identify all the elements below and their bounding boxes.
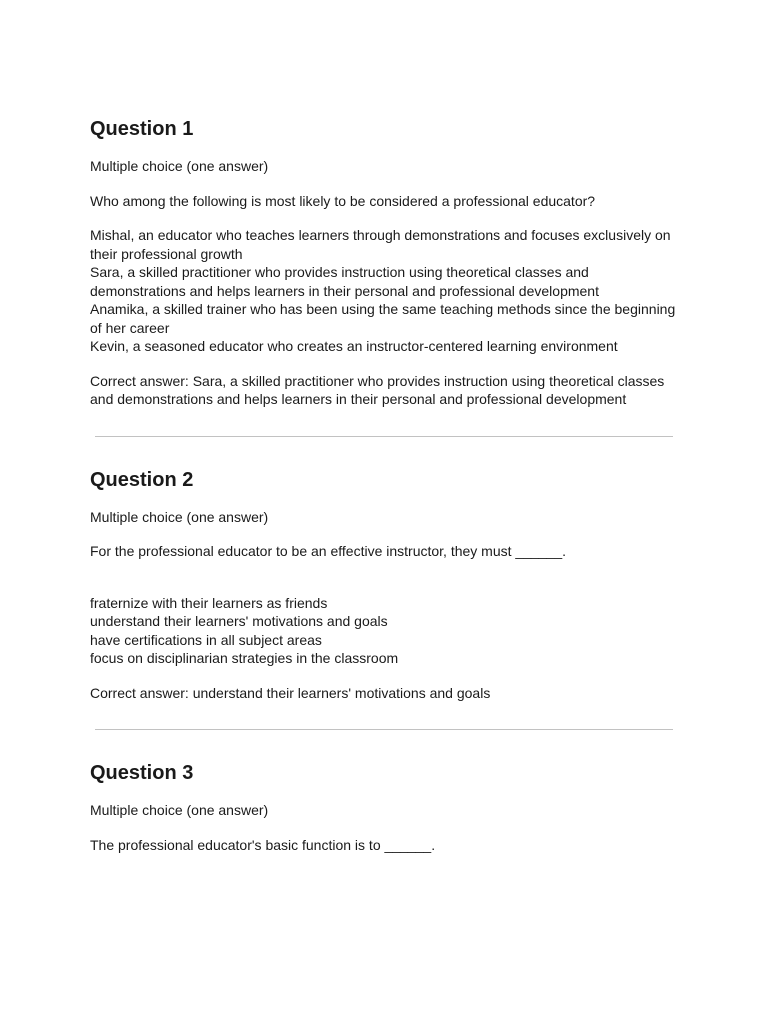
correct-answer: Correct answer: Sara, a skilled practitioner who provides instruction using theoretical classes and demonstrations and helps learners in their personal and professional development [90, 372, 665, 407]
answer-option: Kevin, a seasoned educator who creates an instructor-centered learning environment [90, 338, 618, 354]
quiz-document [90, 114, 680, 870]
answer-option: have certifications in all subject areas [90, 631, 322, 648]
question-title: Question 2 [90, 468, 194, 491]
question-title: Question 3 [90, 762, 194, 784]
answer-options [90, 226, 680, 356]
answer-options [90, 594, 680, 668]
correct-answer: Correct answer: understand their learners' motivations and goals [90, 684, 491, 701]
answer-option: Mishal, an educator who teaches learners through demonstrations and focuses exclusively on their professional growth [90, 227, 671, 262]
answer-option: focus on disciplinarian strategies in the classroom [90, 650, 399, 666]
answer-option: understand their learners' motivations and goals [90, 613, 388, 629]
question-prompt: For the professional educator to be an effective instructor, they must ______. [90, 543, 567, 559]
question-type: Multiple choice (one answer) [90, 802, 269, 818]
question-title: Question 1 [90, 118, 194, 140]
question-type: Multiple choice (one answer) [90, 508, 269, 525]
answer-option: fraternize with their learners as friends [90, 594, 328, 611]
question-1 [90, 114, 680, 409]
question-divider [95, 729, 673, 730]
answer-option: Sara, a skilled practitioner who provides instruction using theoretical classes and demonstrations and helps learners in their personal and professional development [90, 264, 599, 299]
question-divider [95, 436, 673, 437]
question-3 [90, 758, 680, 854]
question-type: Multiple choice (one answer) [90, 158, 269, 174]
question-prompt: Who among the following is most likely to be considered a professional educator? [90, 192, 596, 209]
question-2 [90, 465, 680, 703]
question-prompt: The professional educator's basic function is to ______. [90, 836, 436, 853]
answer-option: Anamika, a skilled trainer who has been using the same teaching methods since the beginning of her career [90, 301, 676, 336]
